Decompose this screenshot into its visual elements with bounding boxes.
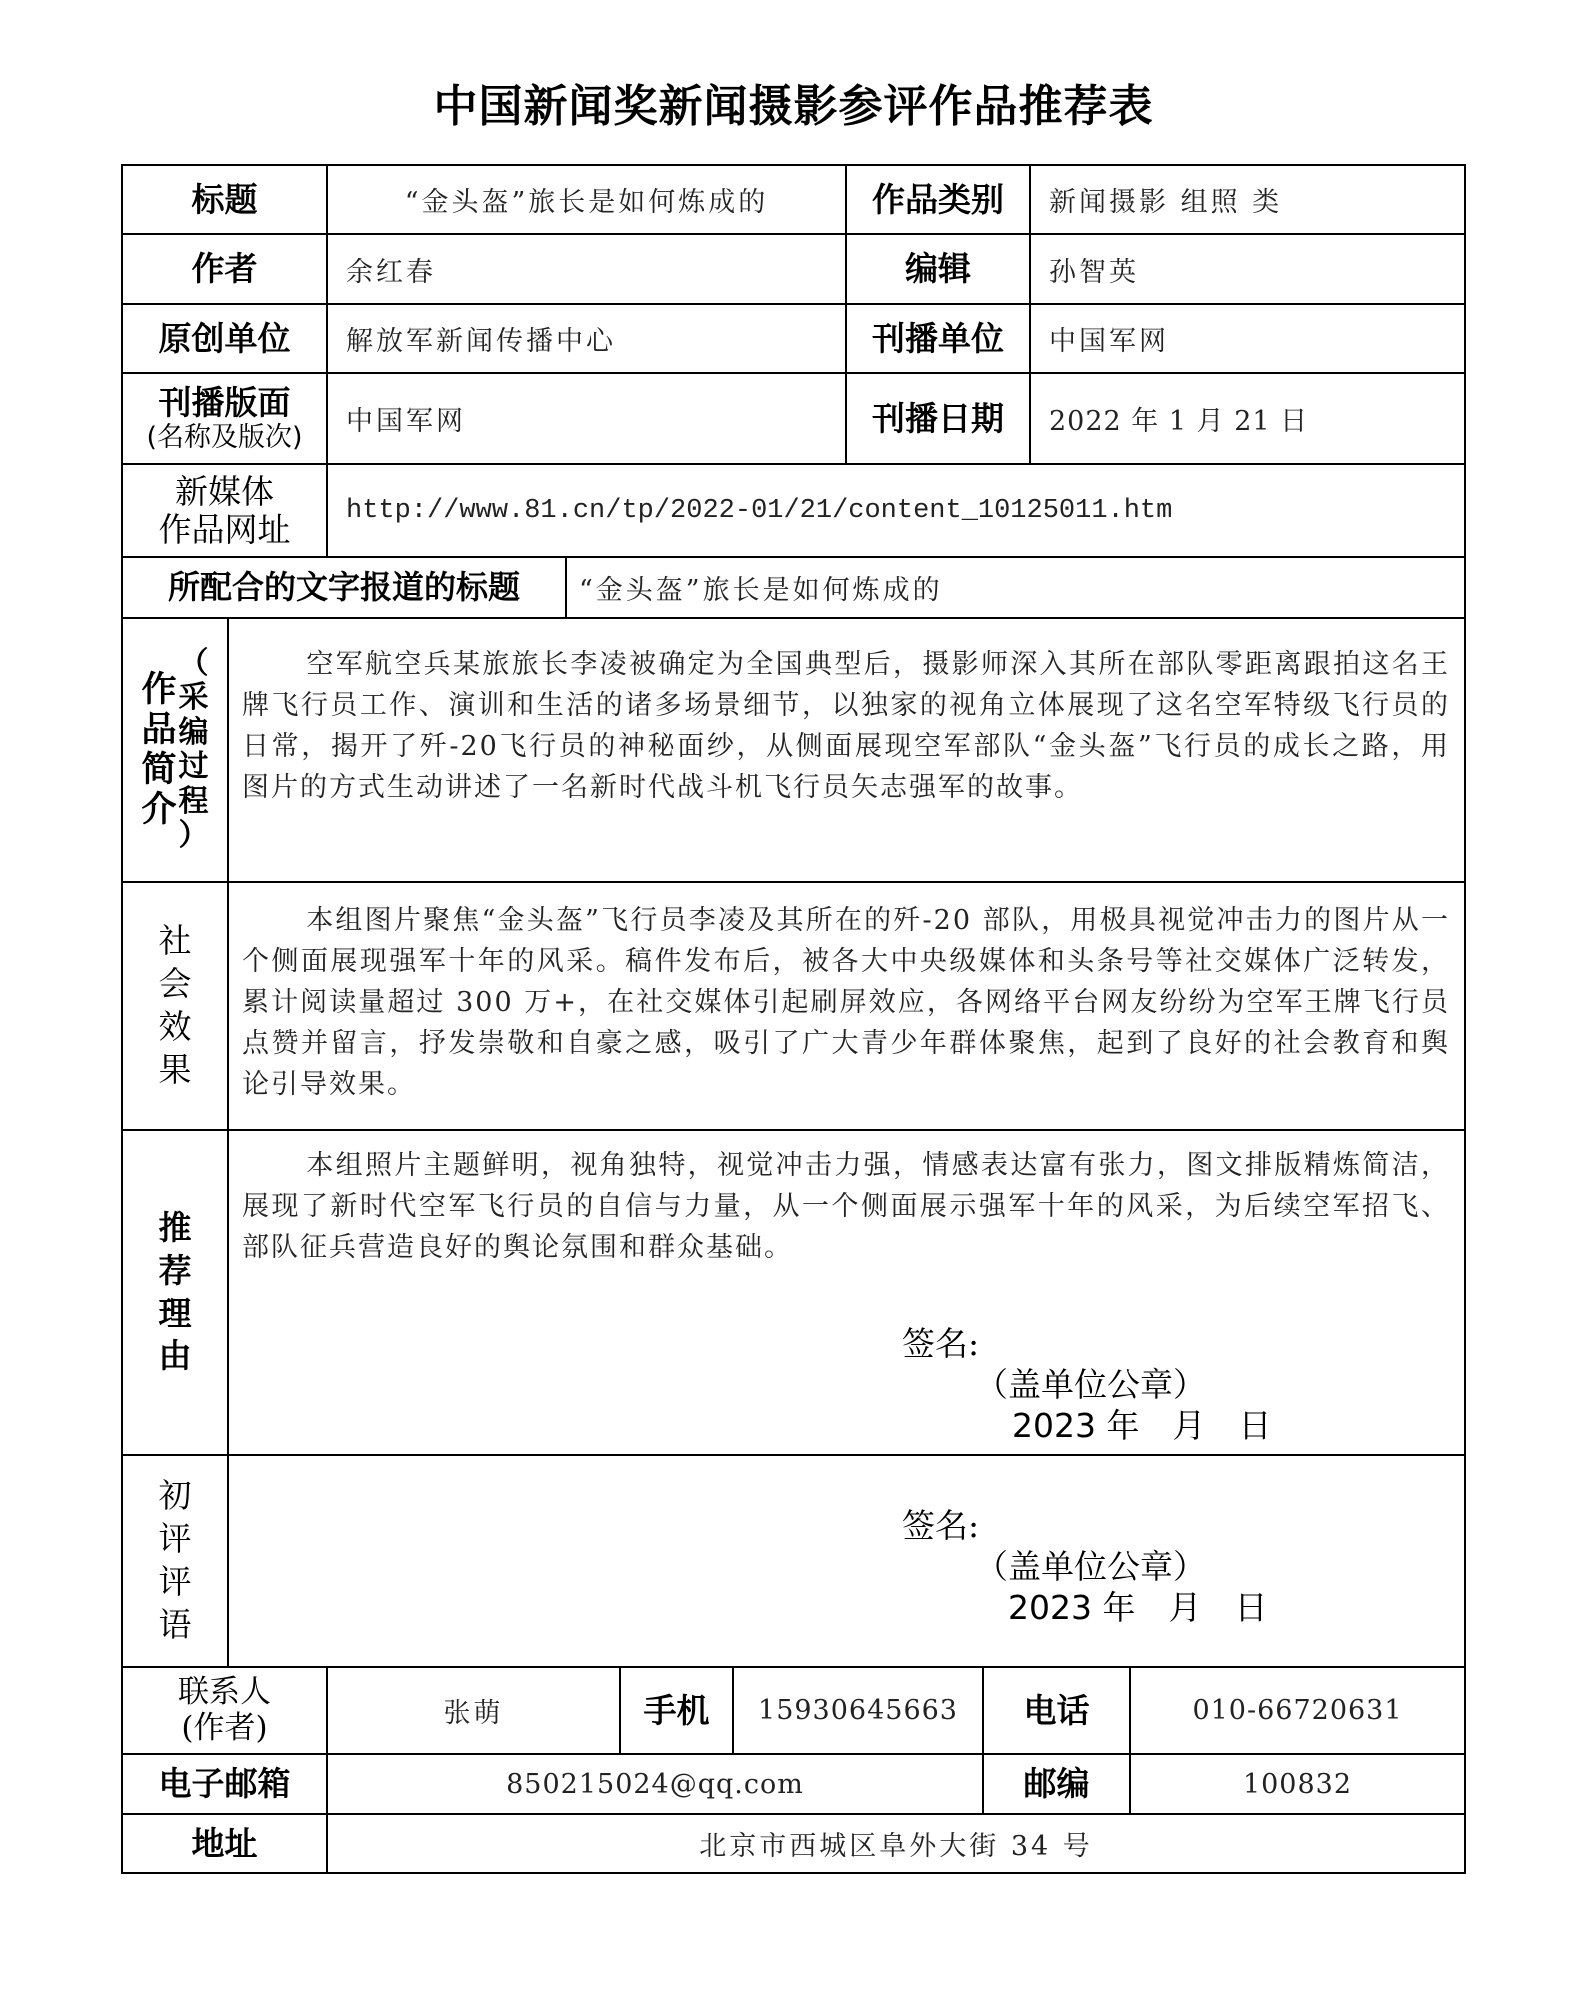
initial-review-label-char: 初 xyxy=(158,1476,192,1516)
intro-label-char: 采 xyxy=(178,680,209,715)
title-label: 标题 xyxy=(191,179,258,219)
intro-label-char: 简 xyxy=(141,750,177,790)
intro-label-char: 编 xyxy=(178,714,209,750)
reason-date: 2023 年 月 日 xyxy=(1012,1406,1272,1445)
social-effect-label-char: 效 xyxy=(158,1007,192,1046)
intro-label-char: ） xyxy=(178,818,209,853)
publish-unit-label: 刊播单位 xyxy=(872,318,1004,358)
intro-label-char: 介 xyxy=(141,790,177,831)
intro-label-char: 品 xyxy=(141,709,177,750)
new-media-url[interactable]: http://www.81.cn/tp/2022-01/21/content_10125011.htm xyxy=(346,495,1173,526)
recommend-reason-text xyxy=(242,1145,1450,1268)
social-effect-label-char: 果 xyxy=(158,1049,192,1089)
mobile-label: 手机 xyxy=(643,1690,710,1730)
row-divider xyxy=(121,881,1466,883)
email-value[interactable]: 850215024@qq.com xyxy=(506,1768,804,1800)
initial-review-label xyxy=(123,1456,227,1666)
recommend-reason-label-char: 推 xyxy=(158,1207,192,1247)
recommend-reason-label-char: 荐 xyxy=(158,1250,192,1290)
intro-label-char: （ xyxy=(178,645,209,681)
address-value: 北京市西城区阜外大街 34 号 xyxy=(699,1831,1093,1862)
recommend-reason-label xyxy=(123,1131,227,1454)
social-effect-label xyxy=(123,883,227,1129)
related-title-label: 所配合的文字报道的标题 xyxy=(167,568,520,607)
intro-text xyxy=(242,644,1450,808)
publish-page-label-sub: (名称及版次) xyxy=(146,421,303,453)
category-value: 新闻摄影 组照 类 xyxy=(1049,187,1283,218)
new-media-label-line1: 新媒体 xyxy=(175,471,274,511)
initial-review-label-char: 语 xyxy=(158,1604,192,1644)
row-divider xyxy=(121,1129,1466,1131)
table-border-right xyxy=(1464,164,1466,1874)
social-effect-text xyxy=(242,900,1450,1105)
intro-label-col-main xyxy=(141,670,176,831)
contact-value: 张萌 xyxy=(443,1698,504,1729)
new-media-label-line2: 作品网址 xyxy=(158,509,291,549)
contact-label-line2: (作者) xyxy=(181,1709,268,1746)
social-effect-text-content: 本组图片聚焦“金头盔”飞行员李凌及其所在的歼-20 部队，用极具视觉冲击力的图片从一个侧面展现强军十年的风采。稿件发布后，被各大中央级媒体和头条号等社交媒体广泛转发，累计阅读量超过 300 万+，在社交媒体引起刷屏效应，各网络平台网友纷纷为空军王牌飞行员点赞并留言，抒发崇敬和自豪之感，吸引了广大青少年群体聚焦，起到了良好的社会教育和舆论引导效果。 xyxy=(242,905,1450,1100)
origin-unit-value: 解放军新闻传播中心 xyxy=(346,326,616,357)
intro-text-content: 空军航空兵某旅旅长李凌被确定为全国典型后，摄影师深入其所在部队零距离跟拍这名王牌飞行员工作、演训和生活的诸多场景细节，以独家的视角立体展现了这名空军特级飞行员的日常，揭开了歼-20飞行员的神秘面纱，从侧面展现空军部队“金头盔”飞行员的成长之路，用图片的方式生动讲述了一名新时代战斗机飞行员矢志强军的故事。 xyxy=(242,649,1450,803)
initial-review-label-char: 评 xyxy=(158,1519,192,1559)
author-label: 作者 xyxy=(191,249,258,289)
intro-label-col-sub xyxy=(179,647,209,854)
email-label: 电子邮箱 xyxy=(158,1764,291,1804)
postcode-value: 100832 xyxy=(1242,1768,1353,1800)
intro-label-char: 作 xyxy=(141,669,177,710)
phone-value: 010-66720631 xyxy=(1192,1695,1403,1726)
recommend-reason-label-char: 由 xyxy=(158,1336,192,1376)
publish-date-value: 2022 年 1 月 21 日 xyxy=(1049,406,1309,437)
publish-page-label-main: 刊播版面 xyxy=(158,383,291,422)
phone-label: 电话 xyxy=(1023,1690,1090,1730)
publish-page-label xyxy=(123,374,326,463)
initial-review-label-char: 评 xyxy=(158,1562,192,1601)
postcode-label: 邮编 xyxy=(1023,1764,1090,1804)
review-seal-label: （盖单位公章） xyxy=(975,1547,1206,1586)
social-effect-label-char: 社 xyxy=(158,921,192,961)
intro-label-char: 程 xyxy=(178,783,209,819)
origin-unit-label: 原创单位 xyxy=(158,318,291,358)
reason-seal-label: （盖单位公章） xyxy=(975,1365,1206,1404)
recommend-reason-label-char: 理 xyxy=(158,1293,192,1333)
recommend-reason-text-content: 本组照片主题鲜明，视角独特，视觉冲击力强，情感表达富有张力，图文排版精炼简洁，展现了新时代空军飞行员的自信与力量，从一个侧面展示强军十年的风采，为后续空军招飞、部队征兵营造良好的舆论氛围和群众基础。 xyxy=(242,1150,1450,1263)
review-date: 2023 年 月 日 xyxy=(1008,1588,1268,1627)
publish-date-label: 刊播日期 xyxy=(872,398,1004,438)
publish-page-value: 中国军网 xyxy=(346,406,466,437)
mobile-value: 15930645663 xyxy=(758,1695,958,1726)
author-value: 余红春 xyxy=(346,256,436,288)
address-label: 地址 xyxy=(191,1823,258,1863)
intro-label xyxy=(123,619,227,881)
intro-label-char: 过 xyxy=(178,749,209,784)
row-divider xyxy=(121,1454,1466,1456)
editor-value: 孙智英 xyxy=(1049,256,1139,288)
review-signature-label: 签名: xyxy=(902,1506,980,1545)
new-media-label xyxy=(123,465,326,556)
page-title: 中国新闻奖新闻摄影参评作品推荐表 xyxy=(433,81,1154,132)
contact-label-line1: 联系人 xyxy=(178,1673,271,1710)
category-label: 作品类别 xyxy=(872,179,1004,219)
editor-label: 编辑 xyxy=(905,249,971,289)
publish-unit-value: 中国军网 xyxy=(1049,326,1169,357)
col-divider xyxy=(227,617,229,1667)
related-title-value: “金头盔”旅长是如何炼成的 xyxy=(579,575,943,606)
reason-signature-label: 签名: xyxy=(902,1324,980,1363)
row-divider xyxy=(121,617,1466,619)
social-effect-label-char: 会 xyxy=(158,964,192,1004)
table-border-bottom xyxy=(121,1872,1466,1874)
title-value: “金头盔”旅长是如何炼成的 xyxy=(404,187,769,218)
contact-label xyxy=(123,1668,326,1753)
